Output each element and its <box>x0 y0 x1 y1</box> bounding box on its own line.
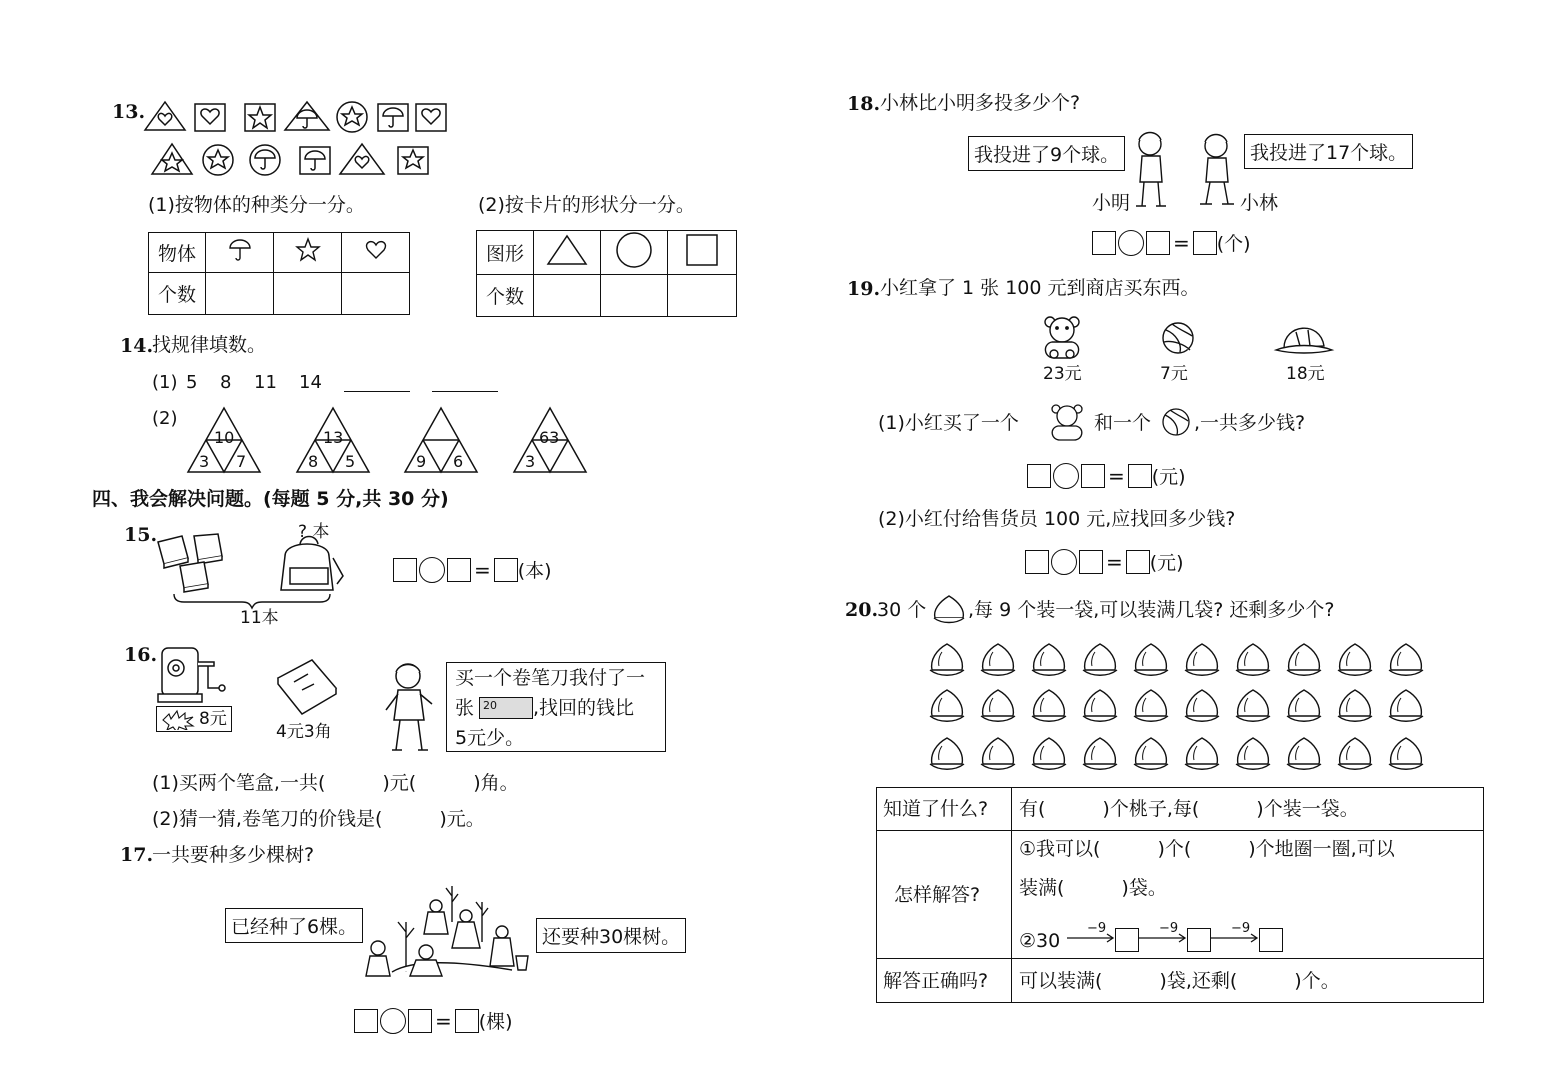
name-label-right: 小林 <box>1240 192 1279 214</box>
peach-row <box>930 644 1423 675</box>
answer-box[interactable] <box>1187 928 1211 952</box>
two-boys-illustration <box>1130 128 1240 212</box>
q15-unknown-label: ? 本 <box>298 522 330 542</box>
speech-bubble-right: 还要种30棵树。 <box>536 918 686 953</box>
heart-icon <box>342 233 410 273</box>
q19-sub1-end: ,一共多少钱? <box>1194 412 1306 434</box>
square-icon <box>668 231 737 275</box>
pencil-box-illustration <box>272 654 342 720</box>
q13-table-objects <box>148 232 410 315</box>
table-row-body: 可以装满( )袋,还剩( )个。 <box>1019 970 1340 992</box>
banknote-icon <box>479 697 533 719</box>
boy-illustration <box>380 660 442 756</box>
triangle-right-number: 5 <box>345 452 356 471</box>
equation: = (个) <box>1092 229 1251 256</box>
triangle-left-number: 8 <box>308 452 319 471</box>
answer-blank[interactable] <box>344 391 410 392</box>
unit-label: (元) <box>1151 466 1186 488</box>
arrow-minus-9 <box>1067 922 1117 942</box>
answer-box[interactable] <box>1126 550 1150 574</box>
q15-number: 15. <box>124 524 158 546</box>
table-row-body: ①我可以( )个( )个地圈一圈,可以 <box>1019 838 1395 860</box>
umbrella-icon <box>206 233 274 273</box>
bubble-line: 买一个卷笔刀我付了一 <box>455 667 646 689</box>
q13-table-shapes <box>476 230 737 317</box>
star-icon <box>274 233 342 273</box>
triangle-top-number: 13 <box>323 428 344 447</box>
answer-cell[interactable] <box>601 275 668 317</box>
table-row-body: 有( )个桃子,每( )个装一袋。 <box>1019 798 1359 820</box>
triangle-left-number: 3 <box>199 452 210 471</box>
q13-cards-illustration <box>140 98 460 182</box>
operator-circle[interactable] <box>419 557 445 583</box>
triangle-top-number: 10 <box>214 428 235 447</box>
tree-planting-illustration <box>356 882 536 992</box>
speech-bubble-right: 我投进了17个球。 <box>1244 134 1413 169</box>
answer-box[interactable] <box>1146 231 1170 255</box>
pencil-sharpener-illustration <box>156 638 266 708</box>
answer-box[interactable] <box>1079 550 1103 574</box>
answer-box[interactable] <box>1259 928 1283 952</box>
bear-price: 23元 <box>1043 364 1082 384</box>
answer-cell[interactable] <box>342 273 410 315</box>
speech-bubble <box>446 662 666 752</box>
table-row-head: 怎样解答? <box>894 884 981 906</box>
q13-number: 13. <box>112 101 146 123</box>
q16-number: 16. <box>124 644 158 666</box>
table-row-body: ②30 <box>1019 930 1061 952</box>
answer-cell[interactable] <box>274 273 342 315</box>
unit-label: (个) <box>1216 233 1251 255</box>
answer-box[interactable] <box>1128 464 1152 488</box>
operator-circle[interactable] <box>1051 549 1077 575</box>
teddy-bear-icon <box>1040 314 1088 362</box>
teddy-bear-icon <box>1046 402 1090 442</box>
speech-bubble-left: 已经种了6棵。 <box>225 908 363 943</box>
triangle-icon <box>534 231 601 275</box>
q19-number: 19. <box>847 278 881 300</box>
table-head-count: 个数 <box>149 273 206 315</box>
q15-total-label: 11本 <box>240 608 279 628</box>
q19-sub1: (1)小红买了一个 <box>878 412 1019 434</box>
answer-box[interactable] <box>1193 231 1217 255</box>
equation: = (本) <box>393 556 552 583</box>
table-head-objects: 物体 <box>149 233 206 273</box>
number-triangle <box>403 406 483 474</box>
q20-number: 20. <box>845 599 879 621</box>
equation: = (棵) <box>354 1007 513 1034</box>
triangle-left-number: 9 <box>416 452 427 471</box>
answer-box[interactable] <box>1081 464 1105 488</box>
q17-number: 17. <box>120 844 154 866</box>
q19-title: 小红拿了 1 张 100 元到商店买东西。 <box>880 277 1200 299</box>
speech-bubble-left: 我投进了9个球。 <box>968 136 1125 171</box>
answer-box[interactable] <box>1027 464 1051 488</box>
answer-blank[interactable] <box>432 391 498 392</box>
q14-sub1-label: (1) <box>152 372 178 393</box>
q19-sub1-middle: 和一个 <box>1094 412 1152 434</box>
q13-sub1: (1)按物体的种类分一分。 <box>148 194 365 216</box>
bubble-line: 5元少。 <box>455 727 525 749</box>
q20-title-end: ,每 9 个装一袋,可以装满几袋? 还剩多少个? <box>968 599 1335 621</box>
price-tag <box>156 706 232 732</box>
answer-cell[interactable] <box>668 275 737 317</box>
arrow-label: −9 <box>1087 921 1107 936</box>
ball-price: 7元 <box>1160 364 1188 384</box>
answer-box[interactable] <box>1115 928 1139 952</box>
arrow-label: −9 <box>1159 921 1179 936</box>
q20-title-start: 30 个 <box>877 599 927 621</box>
q13-sub2: (2)按卡片的形状分一分。 <box>478 194 695 216</box>
equation: = (元) <box>1027 462 1186 489</box>
q14-number: 14. <box>120 335 154 357</box>
table-row-head: 解答正确吗? <box>883 970 989 992</box>
q16-sub1: (1)买两个笔盒,一共( )元( )角。 <box>152 772 519 794</box>
peach-row <box>930 738 1423 769</box>
answer-box[interactable] <box>1025 550 1049 574</box>
answer-cell[interactable] <box>534 275 601 317</box>
unit-label: (本) <box>517 560 552 582</box>
sequence-item: 14 <box>299 372 322 393</box>
answer-box[interactable] <box>1092 231 1116 255</box>
operator-circle[interactable] <box>1118 230 1144 256</box>
banknote-value: 20 <box>483 699 497 712</box>
arrow-minus-9 <box>1211 922 1261 942</box>
q14-sub2-label: (2) <box>152 408 178 429</box>
sequence-item: 5 <box>186 372 198 393</box>
ball-icon <box>1160 320 1196 356</box>
q20-solution-table <box>876 787 1484 1003</box>
arrow-label: −9 <box>1231 921 1251 936</box>
answer-box[interactable] <box>447 558 471 582</box>
equation: = (元) <box>1025 548 1184 575</box>
peach-row <box>930 690 1423 721</box>
table-row-head: 知道了什么? <box>883 798 989 820</box>
answer-box[interactable] <box>494 558 518 582</box>
answer-cell[interactable] <box>206 273 274 315</box>
cap-price: 18元 <box>1286 364 1325 384</box>
section-title: 四、我会解决问题。(每题 5 分,共 30 分) <box>92 488 449 510</box>
answer-box[interactable] <box>393 558 417 582</box>
peach-grid <box>926 640 1446 776</box>
q16-sub2: (2)猜一猜,卷笔刀的价钱是( )元。 <box>152 808 485 830</box>
arrow-minus-9 <box>1139 922 1189 942</box>
pencil-box-price: 4元3角 <box>276 722 332 742</box>
q17-title: 一共要种多少棵树? <box>152 844 315 866</box>
table-row-body: 装满( )袋。 <box>1019 877 1167 899</box>
unit-label: (元) <box>1149 552 1184 574</box>
answer-box[interactable] <box>455 1009 479 1033</box>
table-head-shapes: 图形 <box>477 231 534 275</box>
q18-number: 18. <box>847 93 881 115</box>
triangle-top-number: 63 <box>539 428 560 447</box>
sequence-item: 8 <box>220 372 232 393</box>
ball-icon <box>1160 406 1192 438</box>
sharpener-price: 8元 <box>199 709 227 729</box>
bubble-line: ,找回的钱比 <box>533 697 635 719</box>
bubble-line: 张 <box>455 697 475 719</box>
operator-circle[interactable] <box>380 1008 406 1034</box>
unit-label: (棵) <box>478 1011 513 1033</box>
q18-title: 小林比小明多投多少个? <box>880 92 1081 114</box>
peach-icon <box>930 592 968 626</box>
sequence-item: 11 <box>254 372 277 393</box>
cap-icon <box>1274 322 1334 356</box>
answer-box[interactable] <box>408 1009 432 1033</box>
table-head-count: 个数 <box>477 275 534 317</box>
triangle-right-number: 7 <box>236 452 247 471</box>
q14-title: 找规律填数。 <box>152 334 267 356</box>
triangle-left-number: 3 <box>525 452 536 471</box>
triangle-right-number: 6 <box>453 452 464 471</box>
q19-sub2: (2)小红付给售货员 100 元,应找回多少钱? <box>878 508 1236 530</box>
answer-box[interactable] <box>354 1009 378 1033</box>
circle-icon <box>601 231 668 275</box>
operator-circle[interactable] <box>1053 463 1079 489</box>
name-label-left: 小明 <box>1092 192 1131 214</box>
